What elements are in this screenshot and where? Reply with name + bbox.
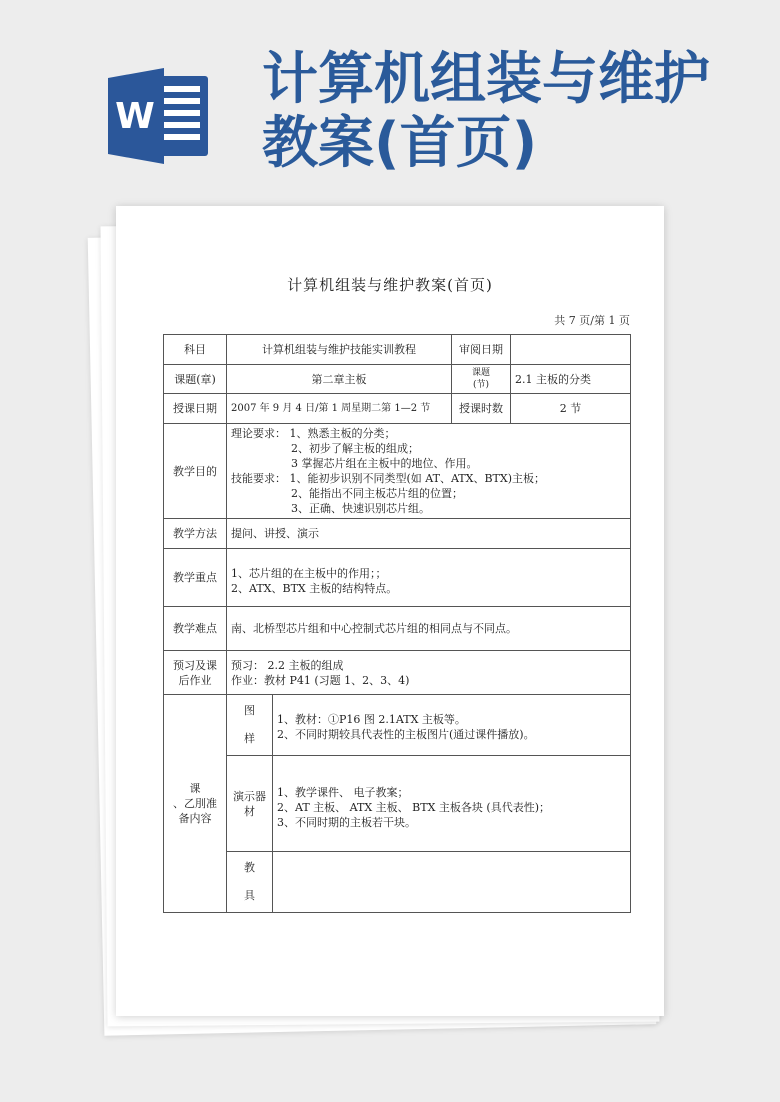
- demo-line: 3、不同时期的主板若干块。: [277, 816, 416, 829]
- method-value: 提问、讲授、演示: [227, 519, 631, 549]
- goal-line: 3 掌握芯片组在主板中的地位、作用。: [291, 457, 478, 470]
- goal-content: [227, 424, 631, 519]
- chapter-label: 课题(章): [164, 365, 227, 394]
- prep-label-line2: 、乙刖准: [173, 797, 217, 810]
- review-date-value: [511, 335, 631, 365]
- date-label: 授课日期: [164, 394, 227, 424]
- subject-label: 科目: [164, 335, 227, 365]
- homework-line: 作业：教材 P41 (习题 1、2、3、4): [231, 673, 410, 687]
- homework-line: 预习： 2.2 主板的组成: [231, 658, 344, 672]
- tools-label-char2: 具: [244, 889, 255, 902]
- chart-line: 2、不同时期较具代表性的主板图片(通过课件播放)。: [277, 728, 535, 741]
- chapter-value: 第二章主板: [227, 365, 452, 394]
- table-row: [164, 519, 631, 549]
- prep-label: [164, 695, 227, 913]
- demo-line: 2、AT 主板、 ATX 主板、 BTX 主板各块 (具代表性)；: [277, 801, 551, 814]
- demo-line: 1、教学课件、 电子教案；: [277, 786, 409, 799]
- table-row: [164, 335, 631, 365]
- section-label: [452, 365, 511, 394]
- table-row: [164, 365, 631, 394]
- section-label-line1: 课题: [471, 368, 490, 378]
- difficulty-value: 南、北桥型芯片组和中心控制式芯片组的相同点与不同点。: [227, 607, 631, 651]
- method-label: 教学方法: [164, 519, 227, 549]
- homework-label-line1: 预习及课: [173, 658, 217, 672]
- focus-label: 教学重点: [164, 549, 227, 607]
- document-page: [116, 206, 664, 1016]
- review-date-label: 审阅日期: [452, 335, 511, 365]
- goal-line: 理论要求： 1、熟悉主板的分类；: [231, 427, 396, 440]
- goal-line: 3、正确、快速识别芯片组。: [291, 502, 430, 515]
- section-value: 2.1 主板的分类: [511, 365, 631, 394]
- hours-label: 授课时数: [452, 394, 511, 424]
- homework-label-line2: 后作业: [178, 673, 212, 687]
- demo-label: [227, 756, 273, 852]
- tools-value: [273, 852, 631, 913]
- difficulty-label: 教学难点: [164, 607, 227, 651]
- focus-line: 1、芯片组的在主板中的作用；；: [231, 566, 387, 580]
- homework-content: [227, 651, 631, 695]
- word-icon-letter: W: [115, 96, 155, 137]
- table-row: [164, 607, 631, 651]
- chart-label-char2: 样: [244, 732, 255, 745]
- focus-content: [227, 549, 631, 607]
- lesson-plan-table: [163, 334, 631, 913]
- prep-label-line1: 课: [189, 782, 201, 795]
- table-row: [164, 394, 631, 424]
- goal-label: 教学目的: [164, 424, 227, 519]
- table-row: [164, 651, 631, 695]
- prep-label-line3: 备内容: [178, 812, 212, 825]
- chart-label-char1: 图: [244, 704, 255, 717]
- tools-label-char1: 教: [244, 861, 255, 874]
- tools-label: [227, 852, 273, 913]
- table-row: [164, 549, 631, 607]
- demo-label-line1: 演示器: [233, 789, 266, 803]
- focus-line: 2、ATX、BTX 主板的结构特点。: [231, 581, 398, 595]
- goal-line: 2、初步了解主板的组成；: [291, 442, 419, 455]
- goal-line: 2、能指出不同主板芯片组的位置；: [291, 487, 463, 500]
- chart-label: [227, 695, 273, 756]
- chart-content: [273, 695, 631, 756]
- goal-line: 技能要求： 1、能初步识别不同类型(如 AT、ATX、BTX)主板；: [231, 472, 546, 485]
- chart-line: 1、教材：①P16 图 2.1ATX 主板等。: [277, 713, 466, 726]
- table-row: [164, 695, 631, 756]
- page-count: 共 7 页/第 1 页: [554, 314, 630, 327]
- table-row: [164, 852, 631, 913]
- word-app-icon: [108, 68, 212, 164]
- homework-label: [164, 651, 227, 695]
- table-row: [164, 756, 631, 852]
- document-title: 计算机组装与维护教案(首页): [287, 276, 493, 294]
- hero-title-line1: 计算机组装与维护: [262, 47, 710, 112]
- hero-title-line2: 教案(首页): [262, 111, 538, 176]
- date-value: 2007 年 9 月 4 日/第 1 周星期二第 1—2 节: [227, 394, 452, 424]
- demo-content: [273, 756, 631, 852]
- table-row: [164, 424, 631, 519]
- hero-title: [262, 48, 762, 176]
- subject-value: 计算机组装与维护技能实训教程: [227, 335, 452, 365]
- section-label-line2: (节): [472, 380, 490, 390]
- hours-value: 2 节: [511, 394, 631, 424]
- demo-label-line2: 材: [244, 804, 255, 818]
